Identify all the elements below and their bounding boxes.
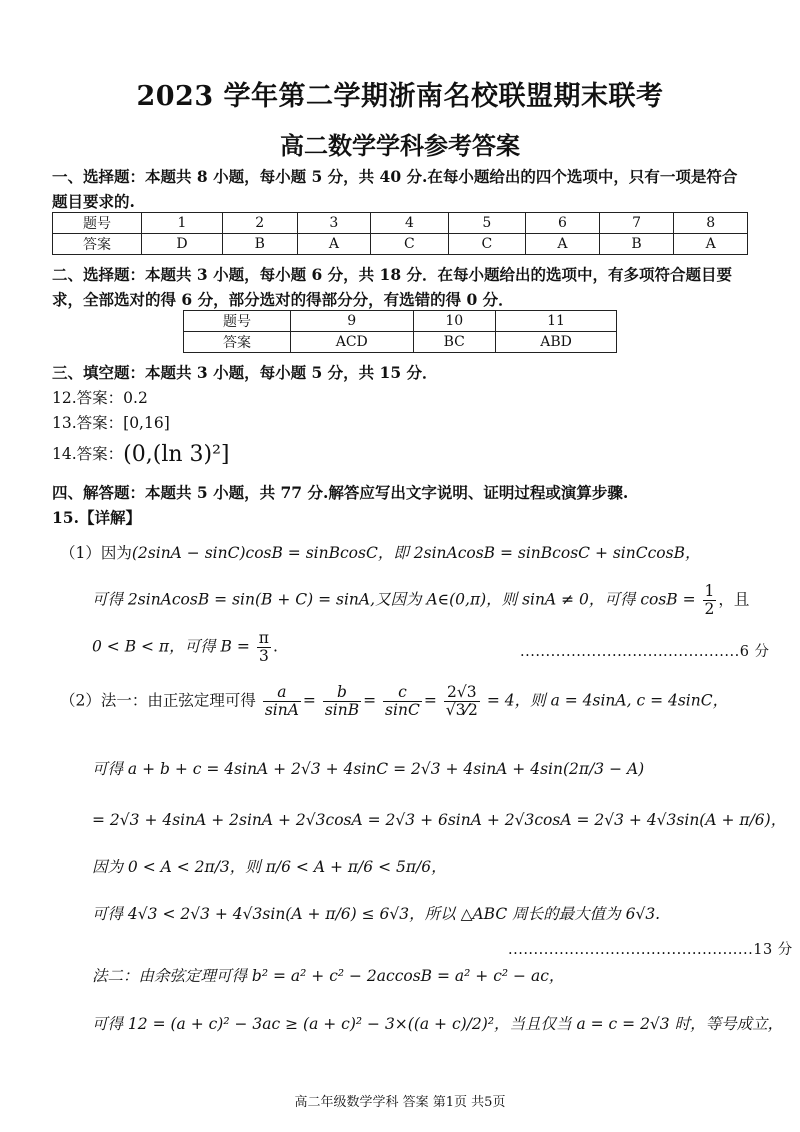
section1-heading-line1: 一、选择题：本题共 8 小题，每小题 5 分，共 40 分.在每小题给出的四个选项中，只有一项是符合 bbox=[52, 167, 738, 186]
part1-line2-text: 可得 2sinAcosB = sin(B + C) = sinA,又因为 A∈(0,π)，则 sinA ≠ 0，可得 cosB = bbox=[92, 590, 696, 609]
part2-label: （2）法一：由正弦定理可得 bbox=[60, 691, 256, 710]
row-label: 答案 bbox=[53, 234, 142, 255]
section1-heading-line2: 题目要求的. bbox=[52, 192, 135, 211]
fraction bbox=[257, 630, 271, 665]
answer-cell: ACD bbox=[291, 332, 414, 353]
page-title: 2023 学年第二学期浙南名校联盟期末联考 bbox=[136, 81, 664, 112]
part1-line1 bbox=[60, 541, 700, 563]
fraction bbox=[703, 583, 717, 618]
table-row bbox=[184, 332, 617, 353]
row-label: 题号 bbox=[184, 311, 291, 332]
table-row bbox=[184, 311, 617, 332]
question-number: 6 bbox=[526, 213, 600, 234]
fraction-denominator: 2 bbox=[704, 600, 715, 619]
section2-heading-line2: 求，全部选对的得 6 分，部分选对的得部分分，有选错的得 0 分． bbox=[52, 290, 514, 309]
question-number: 5 bbox=[448, 213, 525, 234]
answer-cell: ABD bbox=[496, 332, 617, 353]
fraction: $\frac{2√3}{√3⁄2}$ bbox=[445, 683, 478, 720]
q15-label: 15.【详解】 bbox=[52, 508, 141, 527]
question-number: 9 bbox=[291, 311, 414, 332]
question-number: 2 bbox=[222, 213, 297, 234]
section2-heading-line1: 二、选择题：本题共 3 小题，每小题 6 分，共 18 分．在每小题给出的选项中，有多项符合题目要 bbox=[52, 265, 733, 284]
part1-line3: 0 < B < π，可得 B = $\frac{\pi}{3}$ . bbox=[92, 629, 278, 666]
answer-table-2 bbox=[183, 310, 617, 353]
part2-line1-text: = 4，则 a = 4sinA, c = 4sinC， bbox=[486, 691, 729, 710]
row-label: 题号 bbox=[53, 213, 142, 234]
answer-cell: A bbox=[674, 234, 748, 255]
answer-q13: 13.答案：[0,16] bbox=[52, 414, 170, 432]
row-label: 答案 bbox=[184, 332, 291, 353]
table-row bbox=[53, 234, 748, 255]
answer-cell: B bbox=[222, 234, 297, 255]
question-number: 1 bbox=[142, 213, 223, 234]
part1-line3-text: 0 < B < π，可得 B = bbox=[92, 637, 250, 656]
part2-line4: 因为 0 < A < 2π/3，则 π/6 < A + π/6 < 5π/6， bbox=[92, 858, 447, 876]
part1-label: （1）因为 bbox=[60, 544, 132, 562]
section3-heading: 三、填空题：本题共 3 小题，每小题 5 分，共 15 分． bbox=[52, 363, 438, 382]
answer-q14-value: (0,(ln 3)²] bbox=[123, 442, 230, 467]
question-number: 11 bbox=[496, 311, 617, 332]
answer-cell: B bbox=[599, 234, 674, 255]
answer-cell: C bbox=[371, 234, 448, 255]
fraction-numerator: 1 bbox=[704, 582, 715, 600]
answer-table-1 bbox=[52, 212, 748, 255]
table-row bbox=[53, 213, 748, 234]
part2-method2-line1: 法二：由余弦定理可得 b² = a² + c² − 2accosB = a² + c² − ac， bbox=[92, 967, 565, 985]
question-number: 3 bbox=[297, 213, 371, 234]
fraction: $\frac{c}{\sin C}$ bbox=[385, 683, 420, 720]
fraction: $\frac{b}{\sin B}$ bbox=[324, 683, 360, 720]
answer-q14-label: 14.答案： bbox=[52, 445, 124, 463]
answer-q12: 12.答案：0.2 bbox=[52, 389, 148, 407]
answer-cell: BC bbox=[413, 332, 496, 353]
answer-q14 bbox=[52, 442, 230, 467]
question-number: 7 bbox=[599, 213, 674, 234]
section4-heading: 四、解答题：本题共 5 小题，共 77 分.解答应写出文字说明、证明过程或演算步骤. bbox=[52, 483, 629, 502]
page-footer: 高二年级数学学科 答案 第1页 共5页 bbox=[294, 1095, 506, 1110]
part1-line2-end: ，且 bbox=[718, 590, 750, 609]
part2-method2-line2: 可得 12 = (a + c)² − 3ac ≥ (a + c)² − 3×((a + c)/2)²，当且仅当 a = c = 2√3 时，等号成立， bbox=[92, 1015, 784, 1033]
score-marker-6: ...........................................6 分 bbox=[520, 644, 770, 660]
score-marker-13: ................................................13 分 bbox=[508, 942, 793, 958]
part2-line5: 可得 4√3 < 2√3 + 4√3sin(A + π/6) ≤ 6√3，所以 △ABC 周长的最大值为 6√3. bbox=[92, 905, 661, 923]
fraction-denominator: 3 bbox=[258, 647, 269, 666]
fraction-numerator: π bbox=[258, 629, 269, 647]
answer-cell: A bbox=[297, 234, 371, 255]
part1-line2 bbox=[92, 583, 749, 618]
part2-line2: 可得 a + b + c = 4sinA + 2√3 + 4sinC = 2√3 + 4sinA + 4sin(2π/3 − A) bbox=[92, 760, 645, 778]
question-number: 8 bbox=[674, 213, 748, 234]
answer-cell: C bbox=[448, 234, 525, 255]
part2-line1: （2）法一：由正弦定理可得 $\frac{a}{\sin A}$ = $\frac{b}{\sin B}$ = $\frac{c}{\sin C}$ = $\frac{2√3}{√3⁄2}$ = 4，则 a = 4sinA, c = 4sinC， bbox=[60, 683, 729, 720]
answer-cell: D bbox=[142, 234, 223, 255]
question-number: 4 bbox=[371, 213, 448, 234]
question-number: 10 bbox=[413, 311, 496, 332]
part1-equation: (2sinA − sinC)cosB = sinBcosC，即 2sinAcosB = sinBcosC + sinCcosB， bbox=[131, 544, 701, 562]
part2-line3: = 2√3 + 4sinA + 2sinA + 2√3cosA = 2√3 + 6sinA + 2√3cosA = 2√3 + 4√3sin(A + π/6)， bbox=[92, 811, 787, 829]
fraction: $\frac{a}{\sin A}$ bbox=[264, 683, 299, 720]
page-subtitle: 高二数学学科参考答案 bbox=[280, 131, 520, 160]
answer-cell: A bbox=[526, 234, 600, 255]
